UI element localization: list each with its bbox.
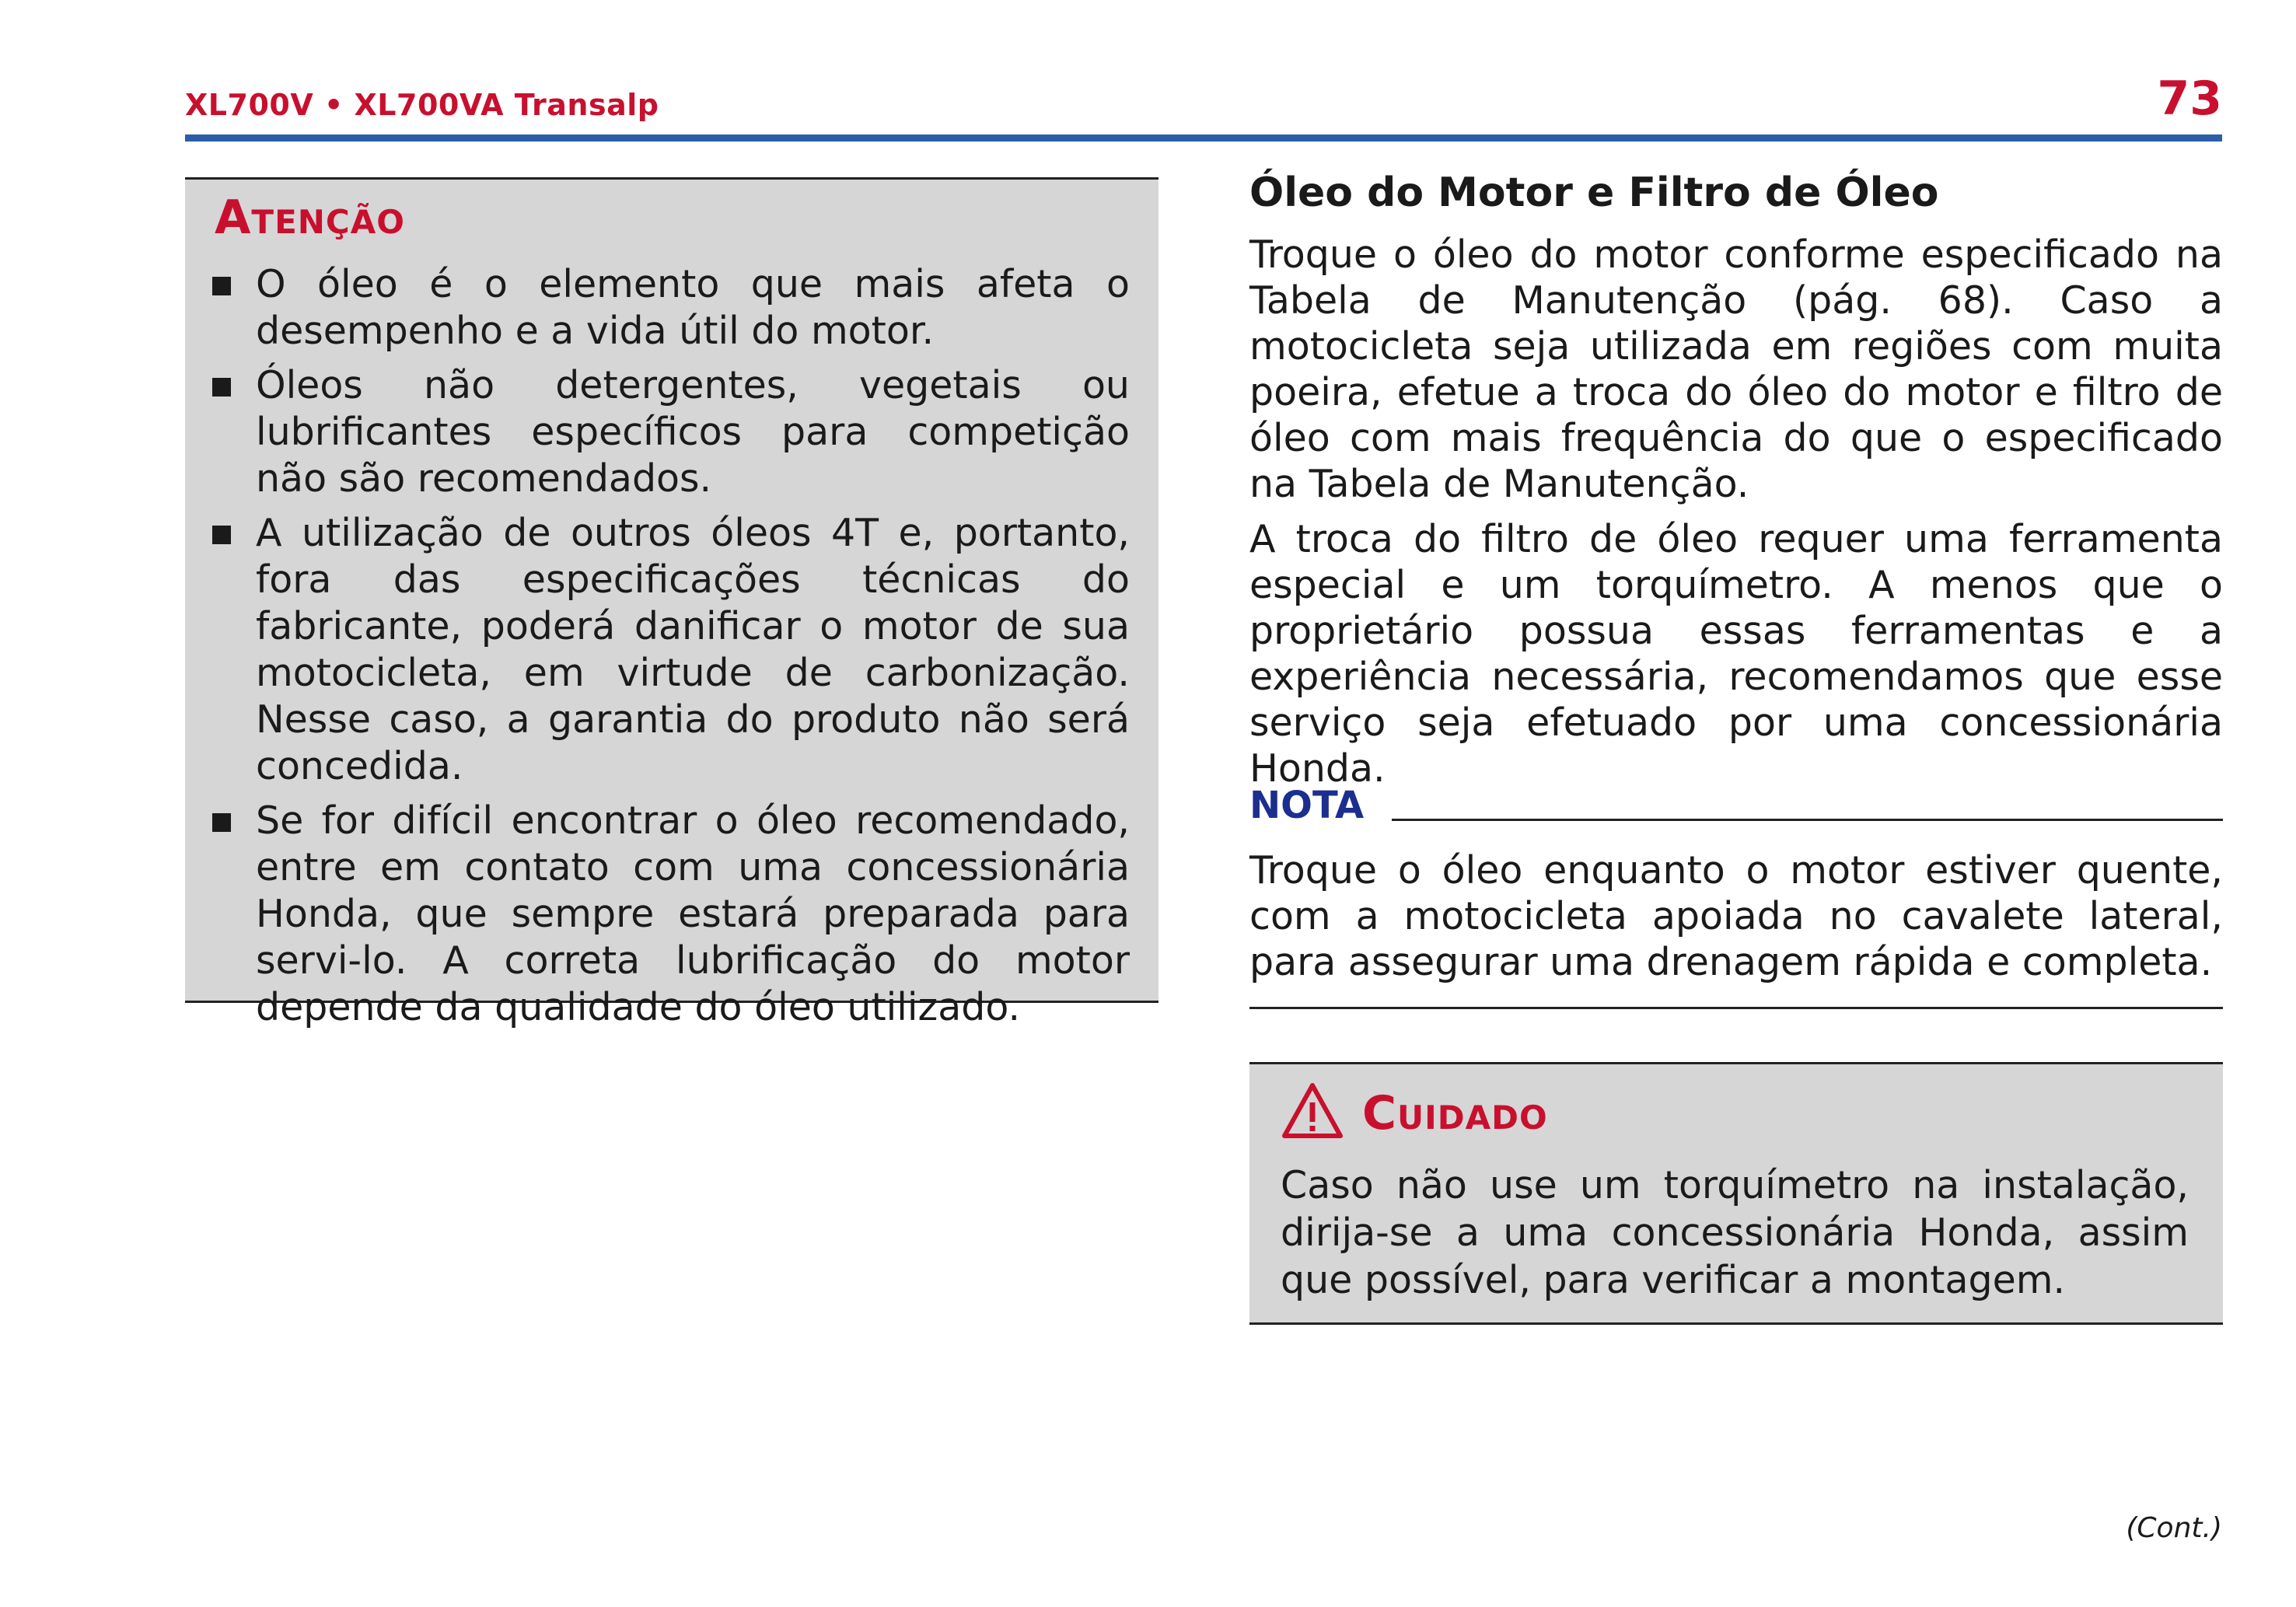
attention-item xyxy=(212,362,1130,502)
square-bullet-icon xyxy=(212,526,231,544)
caution-heading: Cuidado xyxy=(1362,1086,1548,1141)
nota-text: Troque o óleo enquanto o motor estiver quente, com a motocicleta apoiada no cavalete lateral, para assegurar uma drenagem rápida e completa. xyxy=(1249,848,2223,984)
page-number: 73 xyxy=(2157,72,2222,126)
nota-label: NOTA xyxy=(1249,784,1365,827)
document-title: XL700V • XL700VA Transalp xyxy=(185,88,659,122)
attention-item xyxy=(212,261,1130,355)
attention-item-text: Se for difícil encontrar o óleo recomendado, entre em contato com uma concessionária Honda, que sempre estará preparada para servi-lo. A correta lubrificação do motor depende da qualidade do óleo utilizado. xyxy=(256,798,1130,1029)
nota-bottom-rule xyxy=(1249,1007,2223,1009)
attention-item-text: A utilização de outros óleos 4T e, portanto, fora das especificações técnicas do fabricante, poderá danificar o motor de sua motocicleta, em virtude de carbonização. Nesse caso, a garantia do produto não será concedida. xyxy=(256,511,1130,788)
square-bullet-icon xyxy=(212,813,231,832)
attention-item xyxy=(212,510,1130,790)
attention-item xyxy=(212,798,1130,1031)
attention-item-text: Óleos não detergentes, vegetais ou lubrificantes específicos para competição não são recomendados. xyxy=(256,363,1130,501)
attention-list xyxy=(212,261,1130,1039)
attention-box xyxy=(185,177,1158,1029)
attention-item-text: O óleo é o elemento que mais afeta o desempenho e a vida útil do motor. xyxy=(256,262,1130,353)
header-rule xyxy=(185,134,2222,141)
section-paragraph: A troca do filtro de óleo requer uma ferramenta especial e um torquímetro. A menos que o proprietário possua essas ferramentas e a experiência necessária, recomendamos que esse serviço seja efetuado por uma concessionária Honda. xyxy=(1249,517,2223,791)
section-paragraph: Troque o óleo do motor conforme especificado na Tabela de Manutenção (pág. 68). Caso a motocicleta seja utilizada em regiões com muita poeira, efetue a troca do óleo do motor e filtro de óleo com mais frequência do que o especificado na Tabela de Manutenção. xyxy=(1249,232,2223,506)
attention-heading: Atenção xyxy=(215,190,405,245)
caution-text: Caso não use um torquímetro na instalação, dirija-se a uma concessionária Honda, assim que possível, para verificar a montagem. xyxy=(1281,1163,2189,1302)
caution-box xyxy=(1249,1062,2223,1325)
nota-rule xyxy=(1392,819,2223,821)
warning-triangle-icon xyxy=(1281,1081,1344,1141)
square-bullet-icon xyxy=(212,378,231,397)
continued-label: (Cont.) xyxy=(2126,1512,2222,1544)
square-bullet-icon xyxy=(212,277,231,295)
section-title: Óleo do Motor e Filtro de Óleo xyxy=(1249,169,1939,216)
